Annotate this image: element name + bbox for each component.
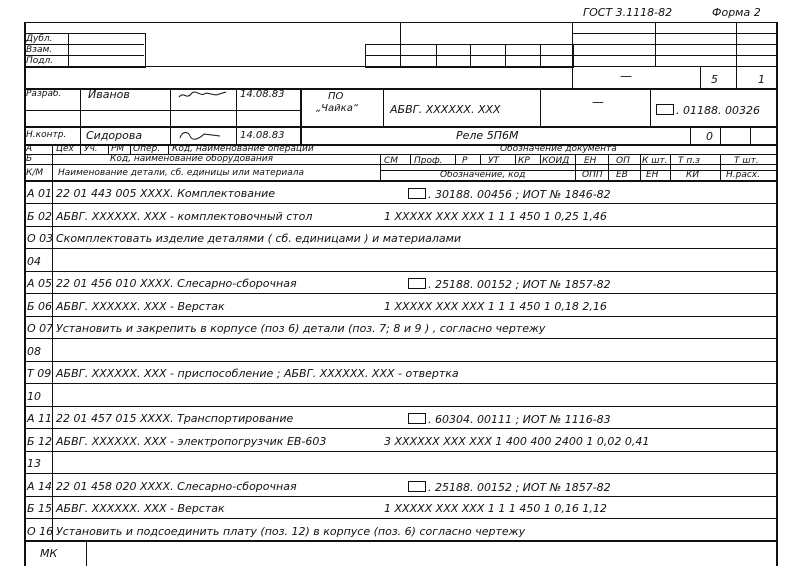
doc-code-box (408, 278, 426, 289)
row-number: А 14 (27, 480, 53, 493)
table-row (24, 428, 776, 451)
col-opp: ОПП (582, 170, 603, 180)
col-sm: СМ (384, 156, 399, 166)
row-number: А 01 (27, 187, 53, 200)
row-values: 1 XXXXX XXX XXX 1 1 1 450 1 0,25 1,46 (384, 210, 607, 223)
table-row (24, 495, 776, 518)
row-a-marker: А (26, 144, 33, 154)
table-row (24, 383, 776, 406)
col-en: ЕН (584, 156, 597, 166)
table-row (24, 248, 776, 271)
col-tseh: Цех (56, 144, 74, 154)
row-text: АБВГ. XXXXXX. XXX - Верстак (56, 502, 225, 515)
table-row (24, 203, 776, 226)
col-code: Обозначение, код (440, 170, 526, 180)
row-text: Установить и подсоединить плату (поз. 12) в корпусе (поз. 6) согласно чертежу (56, 525, 526, 538)
title-dash: — (592, 95, 604, 109)
doc-code-box (408, 188, 426, 199)
col-ki: КИ (686, 170, 700, 180)
col-kr: КР (518, 156, 530, 166)
sheet-total: 5 (711, 73, 718, 86)
org-line1: ПО (328, 91, 344, 102)
row-number: О 03 (27, 232, 54, 245)
row-document: . 25188. 00152 ; ИОТ № 1857-82 (408, 481, 611, 493)
col-r: Р (462, 156, 468, 166)
row-number: Б 06 (27, 300, 53, 313)
table-row (24, 450, 776, 473)
col-part-name: Наименование детали, сб. единицы или материала (58, 168, 305, 178)
doc-code-box (656, 104, 674, 115)
table-row (24, 293, 776, 316)
row-number: 04 (27, 255, 41, 268)
row-number: Б 15 (27, 502, 53, 515)
row-values: 3 XXXXXX XXX XXX 1 400 400 2400 1 0,02 0,41 (384, 435, 650, 448)
row-b-marker: Б (26, 154, 33, 164)
table-row (24, 405, 776, 428)
col-kpcs: К шт. (642, 156, 668, 166)
nkontr-date: 14.08.83 (240, 130, 285, 141)
row-number: А 11 (27, 412, 53, 425)
side-label-podl: Подл. (26, 56, 54, 66)
col-oper: Опер. (133, 144, 161, 154)
row-number: 10 (27, 390, 41, 403)
row-number: Т 09 (27, 367, 52, 380)
col-ev: ЕВ (616, 170, 628, 180)
row-text: 22 01 458 020 XXXX. Слесарно-сборочная (56, 480, 297, 493)
row-number: 13 (27, 457, 41, 470)
designation: АБВГ. XXXXXX. XXX (390, 103, 501, 116)
table-row (24, 360, 776, 383)
sheet-number: 1 (758, 73, 765, 86)
row-text: Скомплектовать изделие деталями ( сб. единицами ) и материалами (56, 232, 462, 245)
razrab-date: 14.08.83 (240, 89, 285, 100)
table-row (24, 473, 776, 496)
col-rm: РМ (111, 144, 125, 154)
table-row (24, 270, 776, 293)
col-uch: Уч. (84, 144, 98, 154)
row-text: АБВГ. XXXXXX. XXX - приспособление ; АБВГ. XXXXXX. XXX - отвертка (56, 367, 459, 380)
row-values: 1 XXXXX XXX XXX 1 1 1 450 1 0,18 2,16 (384, 300, 607, 313)
org-line2: „Чайка“ (316, 103, 359, 114)
row-document: . 30188. 00456 ; ИОТ № 1846-82 (408, 188, 611, 200)
doc-code-box (408, 481, 426, 492)
row-number: О 16 (27, 525, 54, 538)
row-values: 1 XXXXX XXX XXX 1 1 1 450 1 0,16 1,12 (384, 502, 607, 515)
side-label-vzam: Взам. (26, 45, 53, 55)
nkontr-label: Н.контр. (26, 130, 67, 140)
razrab-signature (176, 88, 230, 102)
col-nrash: Н.расх. (726, 170, 760, 180)
table-row (24, 518, 776, 541)
row-text: 22 01 443 005 XXXX. Комплектование (56, 187, 276, 200)
row-text: Установить и закрепить в корпусе (поз 6) детали (поз. 7; 8 и 9 ) , согласно чертежу (56, 322, 546, 335)
col-op-name: Код, наименование операции (172, 144, 314, 154)
col-tpz: Т п.з (678, 156, 700, 166)
side-label-dubl: Дубл. (26, 34, 53, 44)
nkontr-name: Сидорова (86, 129, 143, 142)
row-number: А 05 (27, 277, 53, 290)
doc-code: . 01188. 00326 (656, 104, 760, 116)
table-row (24, 315, 776, 338)
row-k-marker: К/М (26, 168, 44, 178)
row-text: АБВГ. XXXXXX. XXX - Верстак (56, 300, 225, 313)
row-document: . 60304. 00111 ; ИОТ № 1116-83 (408, 413, 611, 425)
razrab-label: Разраб. (26, 89, 62, 99)
col-equipment: Код, наименование оборудования (110, 154, 274, 164)
col-tsht: Т шт. (734, 156, 759, 166)
row-document: . 25188. 00152 ; ИОТ № 1857-82 (408, 278, 611, 290)
row-number: О 07 (27, 322, 54, 335)
header-dash: — (620, 69, 632, 83)
table-row (24, 338, 776, 361)
title-zero: 0 (706, 130, 713, 143)
row-text: 22 01 456 010 XXXX. Слесарно-сборочная (56, 277, 297, 290)
gost-label: ГОСТ 3.1118-82 (583, 6, 673, 19)
row-number: Б 12 (27, 435, 53, 448)
doc-code-box (408, 413, 426, 424)
col-prof: Проф. (414, 156, 443, 166)
table-row (24, 225, 776, 248)
col-doc-designation: Обозначение документа (500, 144, 617, 154)
row-text: 22 01 457 015 XXXX. Транспортирование (56, 412, 294, 425)
form-label: Форма 2 (712, 6, 761, 19)
col-en2: ЕН (646, 170, 659, 180)
nkontr-signature (176, 128, 230, 142)
row-text: АБВГ. XXXXXX. XXX - электропогрузчик ЕВ-603 (56, 435, 327, 448)
product-name: Реле 5П6М (456, 129, 519, 142)
razrab-name: Иванов (88, 88, 130, 101)
col-op: ОП (616, 156, 630, 166)
col-koid: КОИД (542, 156, 570, 166)
row-number: 08 (27, 345, 41, 358)
row-number: Б 02 (27, 210, 53, 223)
footer-mk: МК (40, 547, 58, 560)
row-text: АБВГ. XXXXXX. XXX - комплектовочный стол (56, 210, 313, 223)
table-row (24, 180, 776, 203)
col-ut: УТ (488, 156, 499, 166)
